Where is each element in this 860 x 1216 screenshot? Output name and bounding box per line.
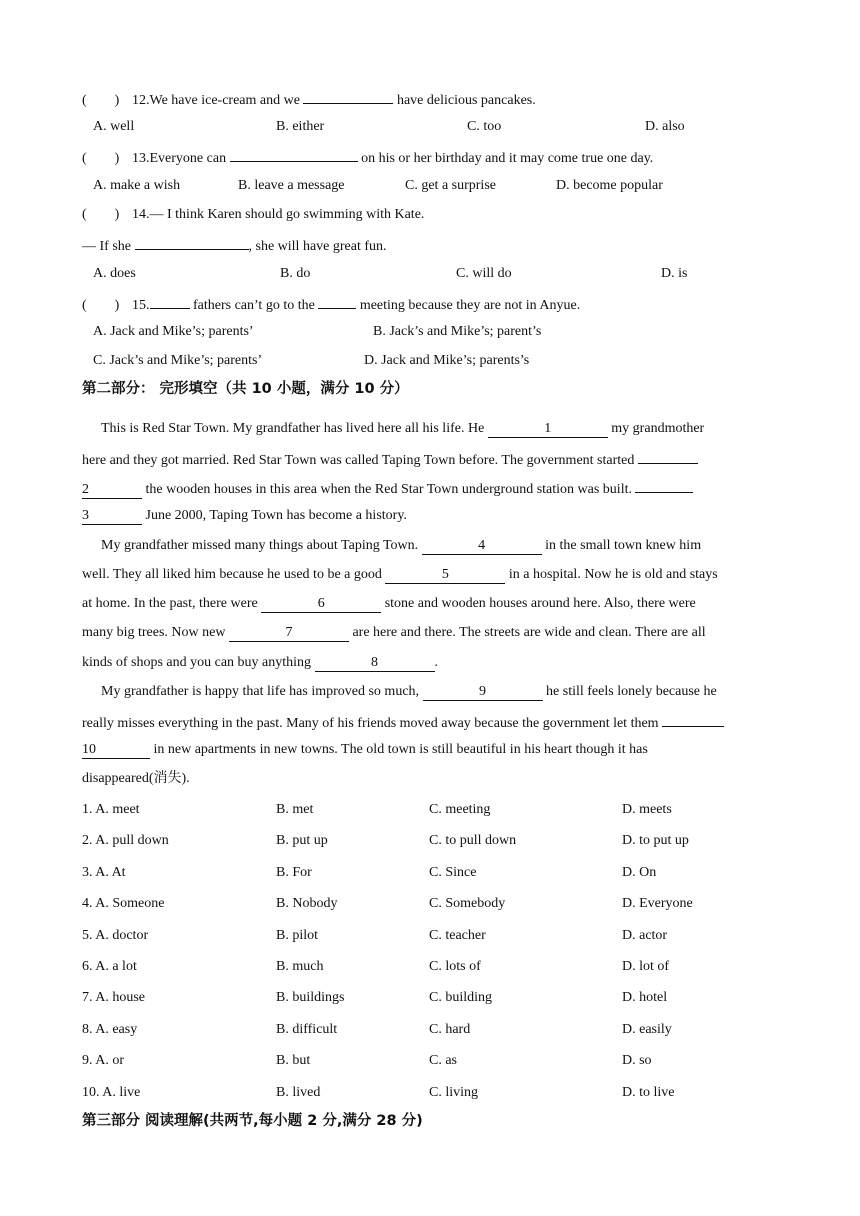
passage-text: stone and wooden houses around here. Also, there were	[384, 596, 696, 611]
choice-b: B. put up	[276, 833, 328, 849]
choice-row	[82, 833, 782, 853]
passage-line	[101, 537, 701, 555]
answer-blank	[150, 294, 190, 309]
choice-row	[82, 1022, 782, 1042]
choice-a: 2. A. pull down	[82, 833, 169, 849]
option-d: D. Jack and Mike’s; parents’s	[364, 353, 530, 368]
passage-line	[82, 741, 648, 759]
numbered-blank: 8	[315, 655, 435, 672]
answer-blank	[662, 712, 724, 727]
choice-c: C. as	[429, 1053, 457, 1069]
choice-b: B. much	[276, 959, 324, 974]
passage-text: This is Red Star Town. My grandfather has lived here all his life. He	[101, 421, 485, 436]
choice-c: C. teacher	[429, 927, 486, 943]
choice-c: C. meeting	[429, 802, 491, 817]
passage-text: my grandmother	[611, 421, 705, 436]
passage-line	[82, 624, 706, 642]
option-c: C. will do	[456, 266, 512, 281]
passage-line: disappeared(消失).	[82, 771, 190, 786]
choice-d: D. Everyone	[622, 896, 693, 912]
question-14-response	[82, 235, 387, 256]
question-text: meeting because they are not in Anyue.	[359, 298, 581, 313]
choice-d: D. easily	[622, 1021, 672, 1037]
passage-line	[82, 478, 693, 499]
choice-b: B. Nobody	[276, 896, 338, 912]
answer-paren: ( )	[82, 151, 120, 166]
option-c: C. too	[467, 119, 502, 134]
option-c: C. Jack’s and Mike’s; parents’	[93, 353, 263, 368]
choice-c: C. building	[429, 990, 493, 1006]
choice-b: B. met	[276, 802, 314, 817]
section-heading-cloze: 第二部分： 完形填空（共 10 小题，满分 10 分）	[82, 381, 409, 397]
choice-d: D. On	[622, 864, 657, 880]
passage-line	[82, 654, 438, 672]
passage-line	[101, 420, 704, 438]
question-text: — If she	[82, 239, 131, 254]
answer-paren: ( )	[82, 207, 120, 222]
choice-row	[82, 959, 782, 979]
choice-b: B. For	[276, 864, 312, 880]
option-a: A. Jack and Mike’s; parents’	[93, 324, 254, 339]
choice-d: D. to live	[622, 1084, 675, 1100]
choice-d: D. actor	[622, 927, 668, 943]
numbered-blank: 9	[423, 684, 543, 701]
passage-text: are here and there. The streets are wide and clean. There are all	[352, 625, 706, 640]
choice-d: D. so	[622, 1053, 652, 1069]
passage-line	[82, 507, 407, 525]
option-b: B. do	[280, 266, 311, 281]
option-b: B. Jack’s and Mike’s; parent’s	[373, 324, 542, 339]
question-text: 15.	[132, 298, 150, 313]
question-text: fathers can’t go to the	[193, 298, 315, 313]
option-b: B. leave a message	[238, 178, 345, 193]
passage-text: really misses everything in the past. Many of his friends moved away because the government let them	[82, 716, 659, 731]
question-text: have delicious pancakes.	[396, 93, 536, 108]
question-text: 13.Everyone can	[132, 151, 227, 166]
passage-text: .	[434, 655, 439, 670]
choice-c: C. to pull down	[429, 833, 517, 849]
passage-text: June 2000, Taping Town has become a history.	[145, 508, 407, 523]
choice-c: C. Since	[429, 864, 477, 880]
question-text: on his or her birthday and it may come true one day.	[361, 151, 654, 166]
answer-blank	[318, 294, 356, 309]
option-d: D. is	[661, 266, 688, 281]
choice-c: C. hard	[429, 1021, 471, 1037]
option-c: C. get a surprise	[405, 178, 496, 193]
passage-line	[101, 683, 717, 701]
choice-row	[82, 1053, 782, 1073]
choice-a: 8. A. easy	[82, 1021, 138, 1037]
numbered-blank: 1	[488, 421, 608, 438]
answer-blank	[135, 235, 249, 250]
choice-row	[82, 990, 782, 1010]
answer-blank	[638, 449, 698, 464]
numbered-blank: 3	[82, 508, 142, 525]
passage-text: at home. In the past, there were	[82, 596, 258, 611]
choice-d: D. to put up	[622, 833, 689, 849]
passage-text: kinds of shops and you can buy anything	[82, 655, 312, 670]
choice-row	[82, 865, 782, 885]
numbered-blank: 4	[422, 538, 542, 555]
choice-c: C. living	[429, 1084, 479, 1100]
section-heading-reading: 第三部分 阅读理解(共两节,每小题 2 分,满分 28 分)	[82, 1113, 423, 1129]
question-text: 12.We have ice-cream and we	[132, 93, 300, 108]
choice-b: B. lived	[276, 1084, 321, 1100]
passage-text: My grandfather missed many things about Taping Town.	[101, 538, 419, 553]
choice-a: 5. A. doctor	[82, 927, 149, 943]
passage-line	[82, 595, 696, 613]
passage-text: in the small town knew him	[545, 538, 702, 553]
choice-b: B. buildings	[276, 990, 345, 1006]
question-14	[82, 206, 424, 224]
choice-a: 10. A. live	[82, 1084, 141, 1100]
choice-d: D. meets	[622, 802, 672, 817]
passage-text: well. They all liked him because he used to be a good	[82, 567, 382, 582]
option-d: D. also	[645, 119, 685, 134]
option-d: D. become popular	[556, 178, 663, 193]
passage-text: My grandfather is happy that life has improved so much,	[101, 684, 420, 699]
choice-d: D. hotel	[622, 990, 668, 1006]
passage-text: in new apartments in new towns. The old town is still beautiful in his heart though it has	[153, 742, 648, 757]
option-a: A. does	[93, 266, 136, 281]
answer-paren: ( )	[82, 93, 120, 108]
question-12	[82, 89, 536, 110]
answer-blank	[635, 478, 693, 493]
choice-b: B. difficult	[276, 1021, 338, 1037]
choice-d: D. lot of	[622, 959, 670, 974]
option-a: A. make a wish	[93, 178, 181, 193]
answer-blank	[303, 89, 393, 104]
choice-a: 1. A. meet	[82, 802, 140, 817]
choice-a: 4. A. Someone	[82, 896, 165, 912]
choice-row	[82, 802, 782, 822]
question-15	[82, 294, 580, 315]
option-a: A. well	[93, 119, 135, 134]
option-b: B. either	[276, 119, 325, 134]
choice-row	[82, 928, 782, 948]
choice-a: 7. A. house	[82, 990, 145, 1006]
choice-row	[82, 1085, 782, 1105]
numbered-blank: 5	[385, 567, 505, 584]
numbered-blank: 7	[229, 625, 349, 642]
question-text: , she will have great fun.	[248, 239, 387, 254]
choice-row	[82, 896, 782, 916]
choice-a: 3. A. At	[82, 864, 126, 880]
choice-a: 6. A. a lot	[82, 959, 137, 974]
passage-text: many big trees. Now new	[82, 625, 226, 640]
passage-text: here and they got married. Red Star Town was called Taping Town before. The government started	[82, 453, 635, 468]
answer-blank	[230, 147, 358, 162]
numbered-blank: 6	[261, 596, 381, 613]
numbered-blank: 2	[82, 482, 142, 499]
passage-text: he still feels lonely because he	[546, 684, 717, 699]
question-text: 14.— I think Karen should go swimming with Kate.	[132, 207, 425, 222]
choice-c: C. lots of	[429, 959, 481, 974]
choice-b: B. but	[276, 1053, 311, 1069]
numbered-blank: 10	[82, 742, 150, 759]
answer-paren: ( )	[82, 298, 120, 313]
choice-a: 9. A. or	[82, 1053, 124, 1069]
passage-line	[82, 712, 724, 733]
choice-b: B. pilot	[276, 927, 319, 943]
passage-text: the wooden houses in this area when the Red Star Town underground station was built.	[145, 482, 632, 497]
choice-c: C. Somebody	[429, 896, 506, 912]
question-13	[82, 147, 653, 168]
passage-line	[82, 566, 718, 584]
passage-line	[82, 449, 698, 470]
passage-text: in a hospital. Now he is old and stays	[508, 567, 718, 582]
